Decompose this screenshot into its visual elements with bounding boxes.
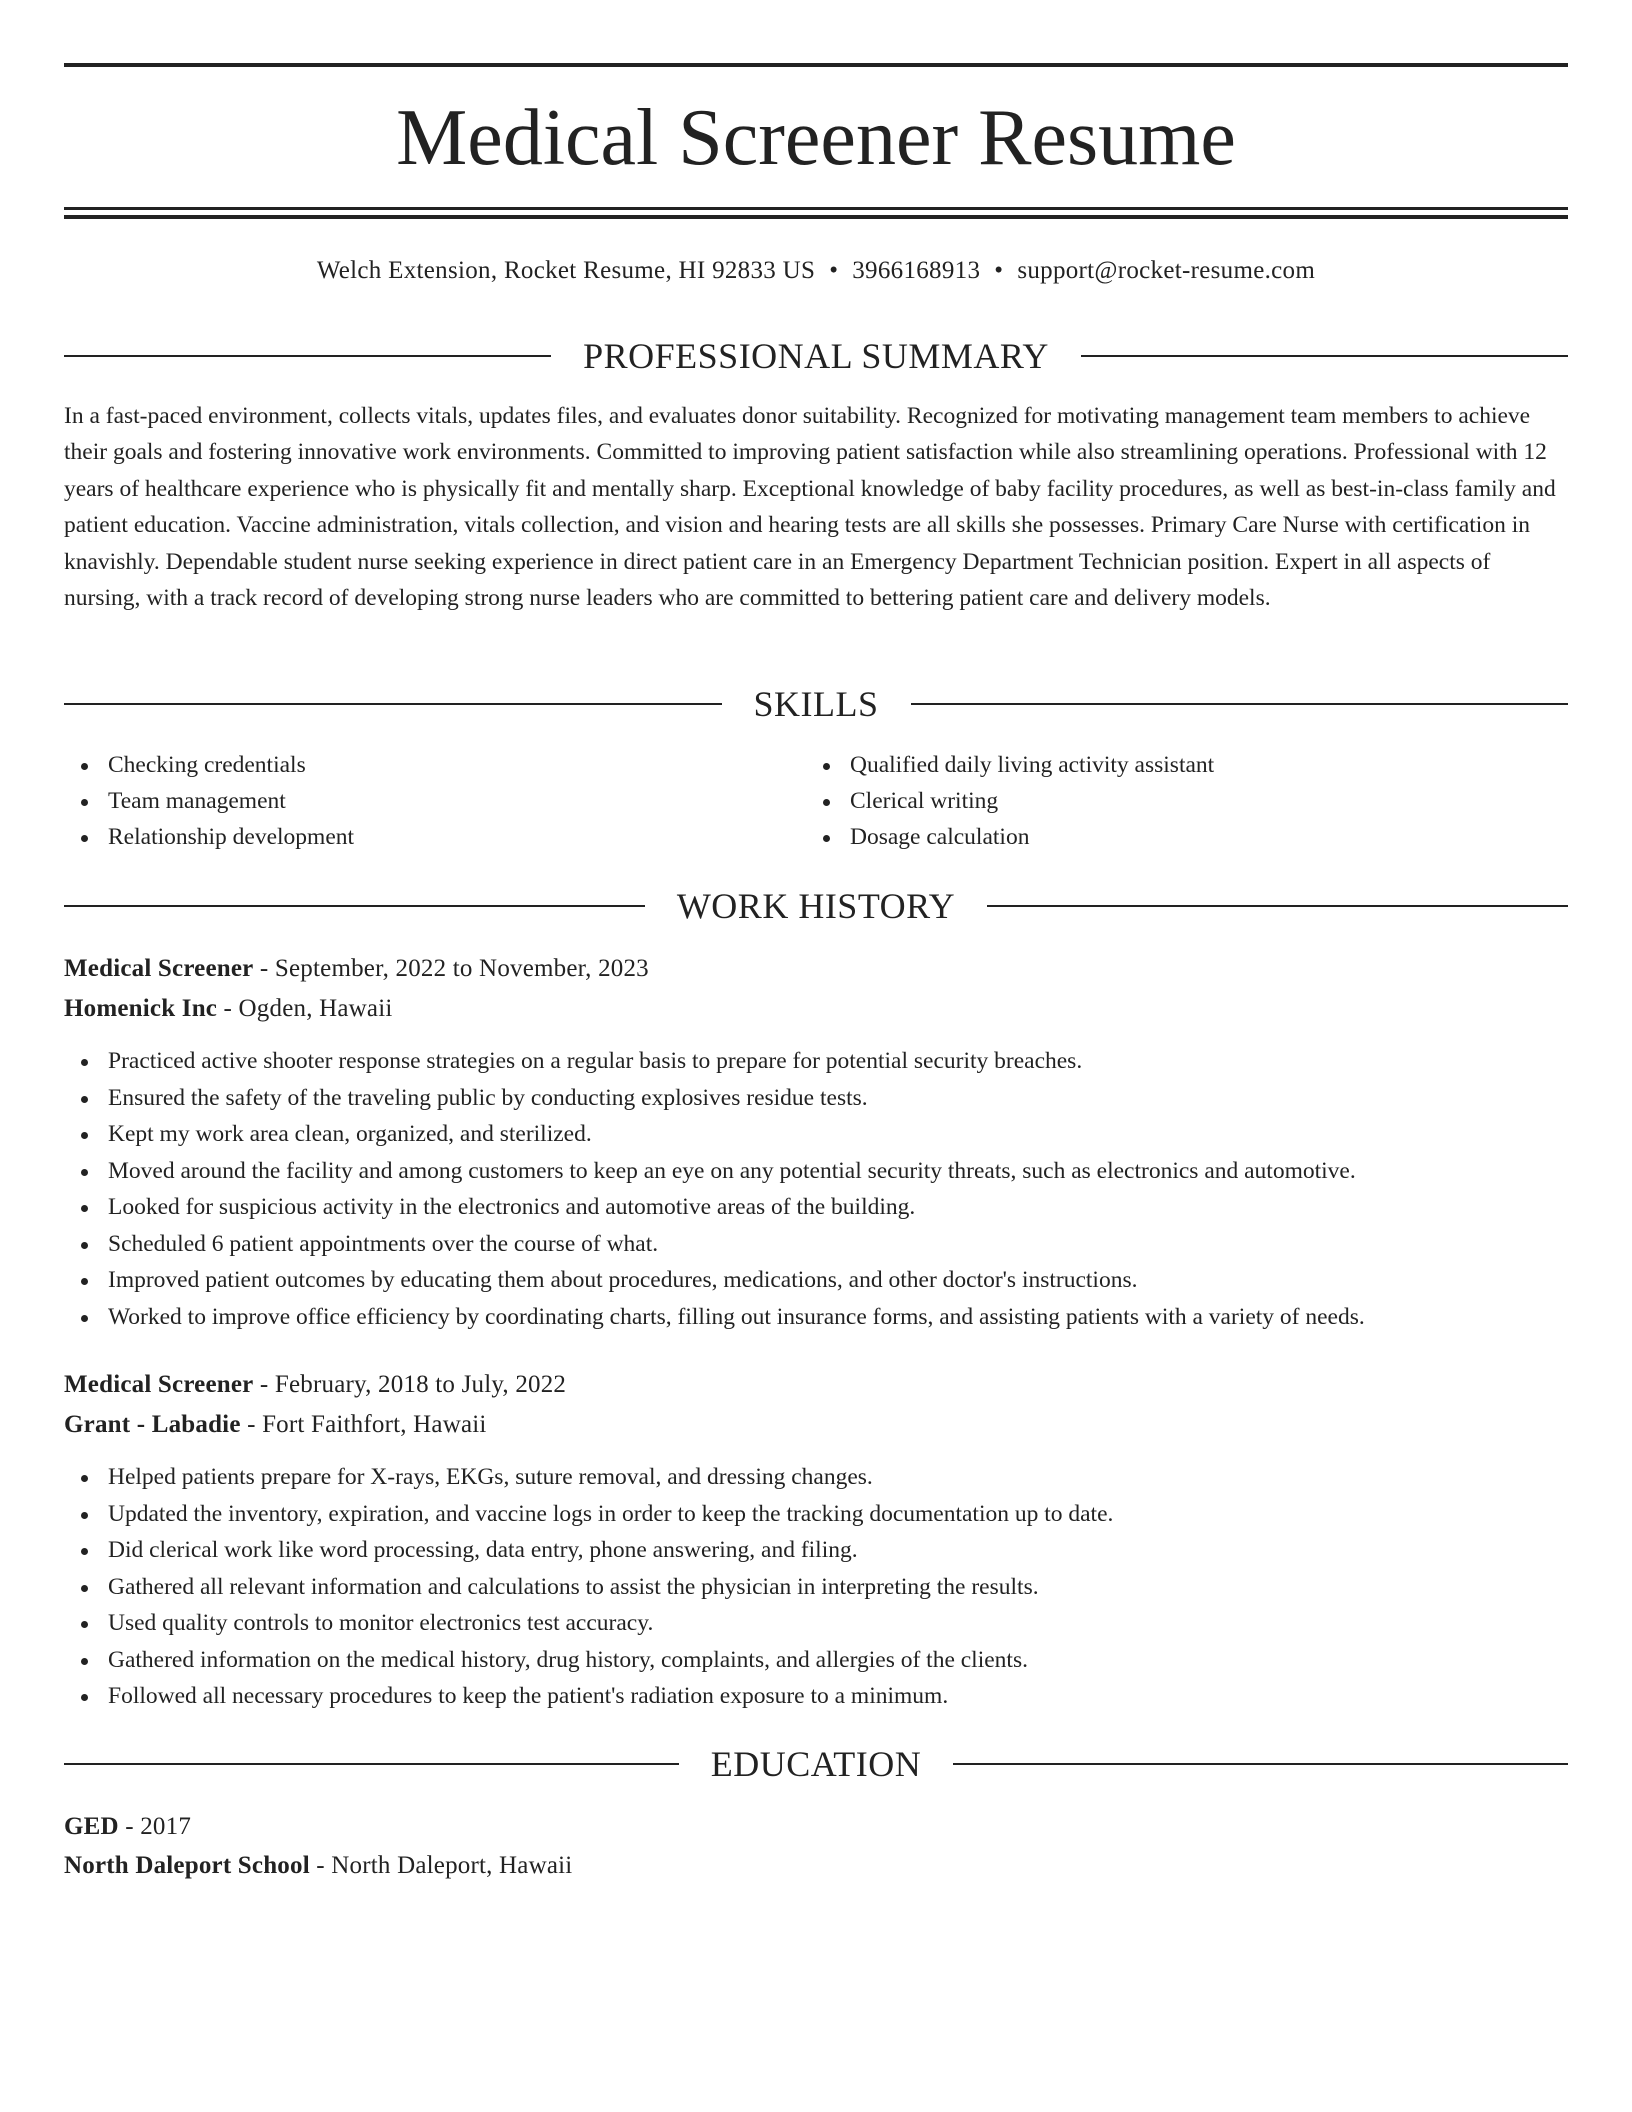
job-bullet: Gathered information on the medical history, drug history, complaints, and allergies of the clients. [108, 1642, 1612, 1679]
contact-phone: 3966168913 [852, 257, 981, 284]
skill-item: Dosage calculation [850, 819, 1550, 855]
heading-rule-right [953, 1763, 1568, 1765]
job-title-line [64, 1368, 1568, 1402]
skills-list-right [806, 747, 1550, 855]
job-bullet: Helped patients prepare for X-rays, EKGs, suture removal, and dressing changes. [108, 1459, 1612, 1496]
education-location: North Daleport, Hawaii [331, 1852, 573, 1879]
job-bullet: Ensured the safety of the traveling public by conducting explosives residue tests. [108, 1080, 1612, 1117]
education-heading-label: EDUCATION [710, 1744, 922, 1784]
job-bullets [64, 1043, 1612, 1335]
work-history-heading-label: WORK HISTORY [676, 886, 956, 926]
job-bullet: Updated the inventory, expiration, and vaccine logs in order to keep the tracking documentation up to date. [108, 1496, 1612, 1533]
education-heading [64, 1742, 1568, 1786]
job-company-line [64, 992, 1568, 1026]
education-school: North Daleport School [64, 1852, 310, 1879]
contact-line [64, 254, 1568, 288]
heading-rule-left [64, 1763, 679, 1765]
job-company: Homenick Inc [64, 995, 218, 1022]
job-location: Fort Faithfort, Hawaii [262, 1411, 487, 1438]
job-company: Grant - Labadie [64, 1411, 241, 1438]
job-bullet: Did clerical work like word processing, data entry, phone answering, and filing. [108, 1532, 1612, 1569]
skill-item: Relationship development [108, 819, 808, 855]
dash: - [217, 995, 239, 1022]
skills-heading [64, 682, 1568, 726]
job-bullet: Worked to improve office efficiency by coordinating charts, filling out insurance forms, and assisting patients with a variety of needs. [108, 1299, 1612, 1336]
contact-separator: • [994, 257, 1004, 284]
job-bullet: Used quality controls to monitor electronics test accuracy. [108, 1605, 1612, 1642]
job-title: Medical Screener [64, 955, 254, 982]
summary-heading [64, 334, 1568, 378]
job-bullet: Improved patient outcomes by educating them about procedures, medications, and other doctor's instructions. [108, 1262, 1612, 1299]
job-location: Ogden, Hawaii [238, 995, 393, 1022]
job-bullet: Kept my work area clean, organized, and sterilized. [108, 1116, 1612, 1153]
skill-item: Team management [108, 783, 808, 819]
education-school-line [64, 1849, 1568, 1883]
heading-rule-right [987, 905, 1568, 907]
header-double-rule-lower [64, 215, 1568, 219]
job-dates: September, 2022 to November, 2023 [274, 955, 649, 982]
job-bullet: Followed all necessary procedures to keep the patient's radiation exposure to a minimum. [108, 1678, 1612, 1715]
education-degree: GED [64, 1813, 119, 1840]
job-bullet: Looked for suspicious activity in the electronics and automotive areas of the building. [108, 1189, 1612, 1226]
contact-address: Welch Extension, Rocket Resume, HI 92833 US [316, 257, 816, 284]
skill-item: Clerical writing [850, 783, 1550, 819]
job-bullet: Gathered all relevant information and calculations to assist the physician in interpreting the results. [108, 1569, 1612, 1606]
dash: - [240, 1411, 263, 1438]
job-company-line [64, 1408, 1568, 1442]
page-title: Medical Screener Resume [396, 94, 1236, 182]
skills-heading-label: SKILLS [753, 684, 879, 724]
job-bullets [64, 1459, 1612, 1715]
job-bullet: Practiced active shooter response strategies on a regular basis to prepare for potential security breaches. [108, 1043, 1612, 1080]
work-history-heading [64, 884, 1568, 928]
summary-text: In a fast-paced environment, collects vitals, updates files, and evaluates donor suitability. Recognized for motivating management team members to achieve their goals and fostering innovative work environments. Committed to improving patient satisfaction while also streamlining operations. Professional with 12 years of healthcare experience who is physically fit and mentally sharp. Exceptional knowledge of baby facility procedures, as well as best-in-class family and patient education. Vaccine administration, vitals collection, and vision and hearing tests are all skills she possesses. Primary Care Nurse with certification in knavishly. Dependable student nurse seeking experience in direct patient care in an Emergency Department Technician position. Expert in all aspects of nursing, with a track record of developing strong nurse leaders who are committed to bettering patient care and delivery models. [64, 403, 1556, 612]
job-dates: February, 2018 to July, 2022 [274, 1371, 567, 1398]
dash: - [118, 1813, 141, 1840]
heading-rule-right [911, 703, 1569, 705]
heading-rule-right [1081, 355, 1568, 357]
heading-rule-left [64, 905, 645, 907]
dash: - [309, 1852, 332, 1879]
education-degree-line [64, 1810, 1568, 1844]
dash: - [253, 1371, 275, 1398]
skill-item: Qualified daily living activity assistant [850, 747, 1550, 783]
header-top-rule [64, 63, 1568, 67]
header-double-rule-upper [64, 207, 1568, 210]
summary-heading-label: PROFESSIONAL SUMMARY [583, 336, 1049, 376]
skills-list-left [64, 747, 808, 855]
dash: - [253, 955, 275, 982]
contact-email: support@rocket-resume.com [1017, 257, 1316, 284]
contact-separator: • [829, 257, 839, 284]
job-bullet: Scheduled 6 patient appointments over the course of what. [108, 1226, 1612, 1263]
job-title: Medical Screener [64, 1371, 254, 1398]
heading-rule-left [64, 703, 722, 705]
job-bullet: Moved around the facility and among customers to keep an eye on any potential security threats, such as electronics and automotive. [108, 1153, 1612, 1190]
skill-item: Checking credentials [108, 747, 808, 783]
job-title-line [64, 952, 1568, 986]
education-year: 2017 [140, 1813, 192, 1840]
heading-rule-left [64, 355, 551, 357]
